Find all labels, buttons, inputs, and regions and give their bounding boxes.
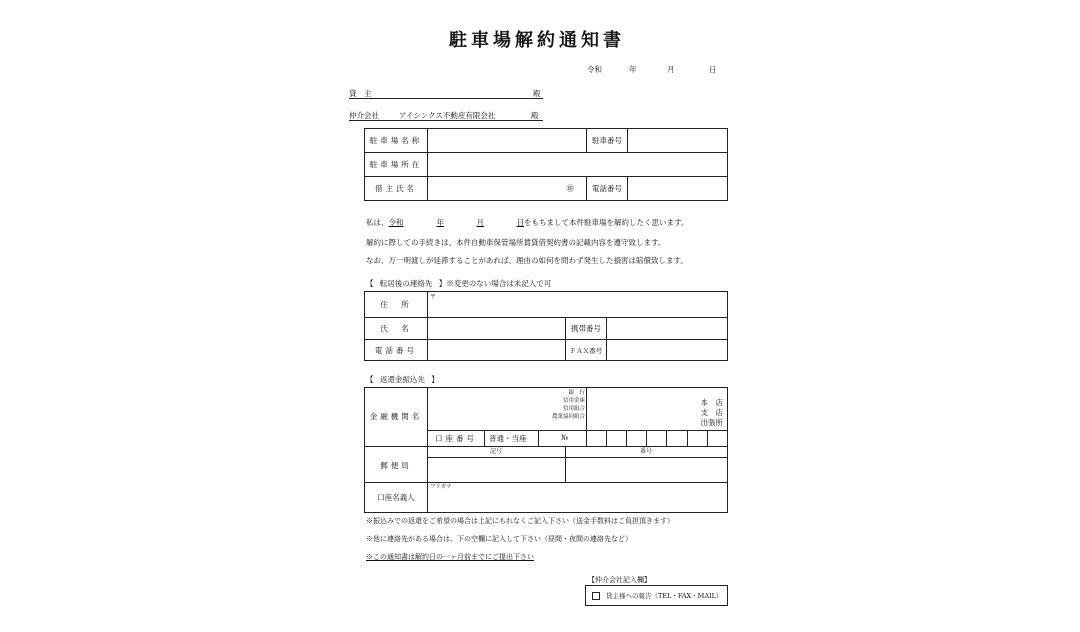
acct-div-4	[606, 430, 607, 446]
note-1: ※振込みでの返還をご希望の場合は上記にもれなくご記入下さい（送金手数料はご負担頂きます）	[366, 517, 674, 525]
fax-field[interactable]	[607, 340, 728, 361]
agent-box-item	[592, 591, 722, 600]
symbol-label: 記号	[489, 448, 502, 455]
number-label: 番号	[639, 448, 652, 455]
parking-location-field[interactable]	[428, 153, 728, 177]
body-line-3: なお、万一明渡しが延滞することがあれば、理由の如何を問わず発生した損害は賠償致します。	[366, 256, 688, 265]
branch-type-office: 出張所	[700, 418, 723, 427]
agent-suffix: 殿	[531, 111, 539, 120]
new-contact-bracket-open: 【	[366, 279, 374, 288]
seal-mark: ㊞	[566, 184, 574, 193]
note-3: ※この通知書は解約日の一ヶ月前までにご提出下さい	[366, 553, 534, 561]
body-line1-era: 令和	[388, 218, 404, 227]
agent-box-heading: 【仲介会社記入欄】	[588, 576, 651, 584]
tenant-name-field[interactable]	[428, 177, 587, 201]
new-address-field[interactable]	[428, 292, 728, 318]
new-contact-table	[364, 291, 728, 361]
landlord-suffix: 殿	[533, 89, 541, 98]
mobile-label: 携帯番号	[566, 318, 607, 340]
new-name-field[interactable]	[428, 318, 566, 340]
bank-types	[535, 389, 585, 421]
new-contact-heading	[366, 278, 551, 289]
date-day: 日	[709, 65, 717, 74]
parking-name-label: 駐車場名称	[365, 129, 428, 153]
bank-type-shinkin: 信用金庫	[562, 398, 585, 404]
row-divider-acct	[427, 430, 727, 431]
tenant-phone-label: 電話番号	[587, 177, 628, 201]
branch-type-branch: 支 店	[700, 408, 723, 417]
acct-div-7	[666, 430, 667, 446]
furigana-label: フリガナ	[430, 484, 452, 490]
no-label: №	[561, 433, 569, 442]
landlord-label: 貸 主	[349, 89, 372, 98]
parking-table	[364, 128, 728, 201]
body-line1-month: 月	[476, 218, 484, 227]
bank-divider	[586, 388, 587, 430]
report-checkbox[interactable]	[592, 592, 600, 600]
mobile-field[interactable]	[607, 318, 728, 340]
acct-div-5	[626, 430, 627, 446]
holder-label: 口座名義人	[377, 493, 415, 502]
new-address-label: 住 所	[365, 292, 428, 318]
acct-div-9	[707, 430, 708, 446]
tenant-name-label: 借主氏名	[365, 177, 428, 201]
agent-box-item-text: 貸主様への報告（TEL・FAX・MAIL）	[606, 592, 723, 600]
body-line1-suffix: をもちまして本件駐車場を解約したく思います。	[524, 218, 689, 227]
body-line1-day: 日	[516, 218, 524, 227]
refund-table	[364, 387, 728, 513]
acct-div-6	[646, 430, 647, 446]
new-phone-label: 電話番号	[365, 340, 428, 361]
postal-mark: 〒	[430, 294, 437, 301]
date-era: 令和	[587, 65, 602, 74]
agent-name: アイシンクス不動産有限会社	[399, 111, 496, 120]
refund-heading	[366, 374, 439, 385]
page-title: 駐車場解約通知書	[449, 30, 625, 51]
bank-type-kumiai: 信用組合	[562, 406, 585, 412]
account-no-label: 口座番号	[435, 434, 477, 443]
bank-type-bank: 銀 行	[568, 390, 585, 396]
refund-bracket-open: 【	[366, 375, 374, 384]
acct-div-8	[687, 430, 688, 446]
row-divider-1	[365, 446, 727, 447]
agent-box	[585, 585, 728, 606]
acct-div-1	[484, 430, 485, 446]
landlord-underline	[349, 98, 543, 99]
body-line1-year: 年	[436, 218, 444, 227]
note-2: ※他に連絡先がある場合は、下の空欄に記入して下さい（昼間・夜間の連絡先など）	[366, 535, 632, 543]
branch-type-main: 本 店	[700, 398, 723, 407]
row-divider-2	[365, 482, 727, 483]
parking-location-label: 駐車場所在	[365, 153, 428, 177]
new-name-label: 氏 名	[365, 318, 428, 340]
parking-name-field[interactable]	[428, 129, 587, 153]
date-month: 月	[667, 65, 675, 74]
refund-heading-text: 返還金振込先	[379, 375, 425, 384]
new-contact-heading-text: 転居後の連絡先	[379, 279, 433, 288]
body-line-2: 解約に際しての手続きは、本件自動車保管場所賃貸借契約書の記載内容を遵守致します。	[366, 238, 666, 247]
body-line-1	[366, 217, 688, 228]
new-phone-field[interactable]	[428, 340, 566, 361]
row-divider-post	[427, 457, 727, 458]
post-office-label: 郵便局	[380, 461, 412, 470]
institution-label: 金融機関名	[369, 412, 423, 421]
refund-bracket-close: 】	[431, 375, 439, 384]
parking-number-field[interactable]	[628, 129, 728, 153]
parking-number-label: 駐車番号	[587, 129, 628, 153]
branch-types	[685, 398, 723, 428]
new-contact-note: ※変更のない場合は未記入で可	[446, 279, 552, 288]
date-year: 年	[629, 65, 637, 74]
acct-div-3	[586, 430, 587, 446]
account-type: 普通・当座	[489, 434, 527, 443]
acct-div-2	[538, 430, 539, 446]
agent-label: 仲介会社	[349, 111, 379, 120]
new-contact-bracket-close: 】	[438, 279, 447, 288]
bank-type-nokyo: 農業協同組合	[551, 414, 585, 420]
body-line1-prefix: 私は、	[366, 218, 389, 227]
fax-label: ＦＡＸ番号	[566, 340, 607, 361]
tenant-phone-field[interactable]	[628, 177, 728, 201]
